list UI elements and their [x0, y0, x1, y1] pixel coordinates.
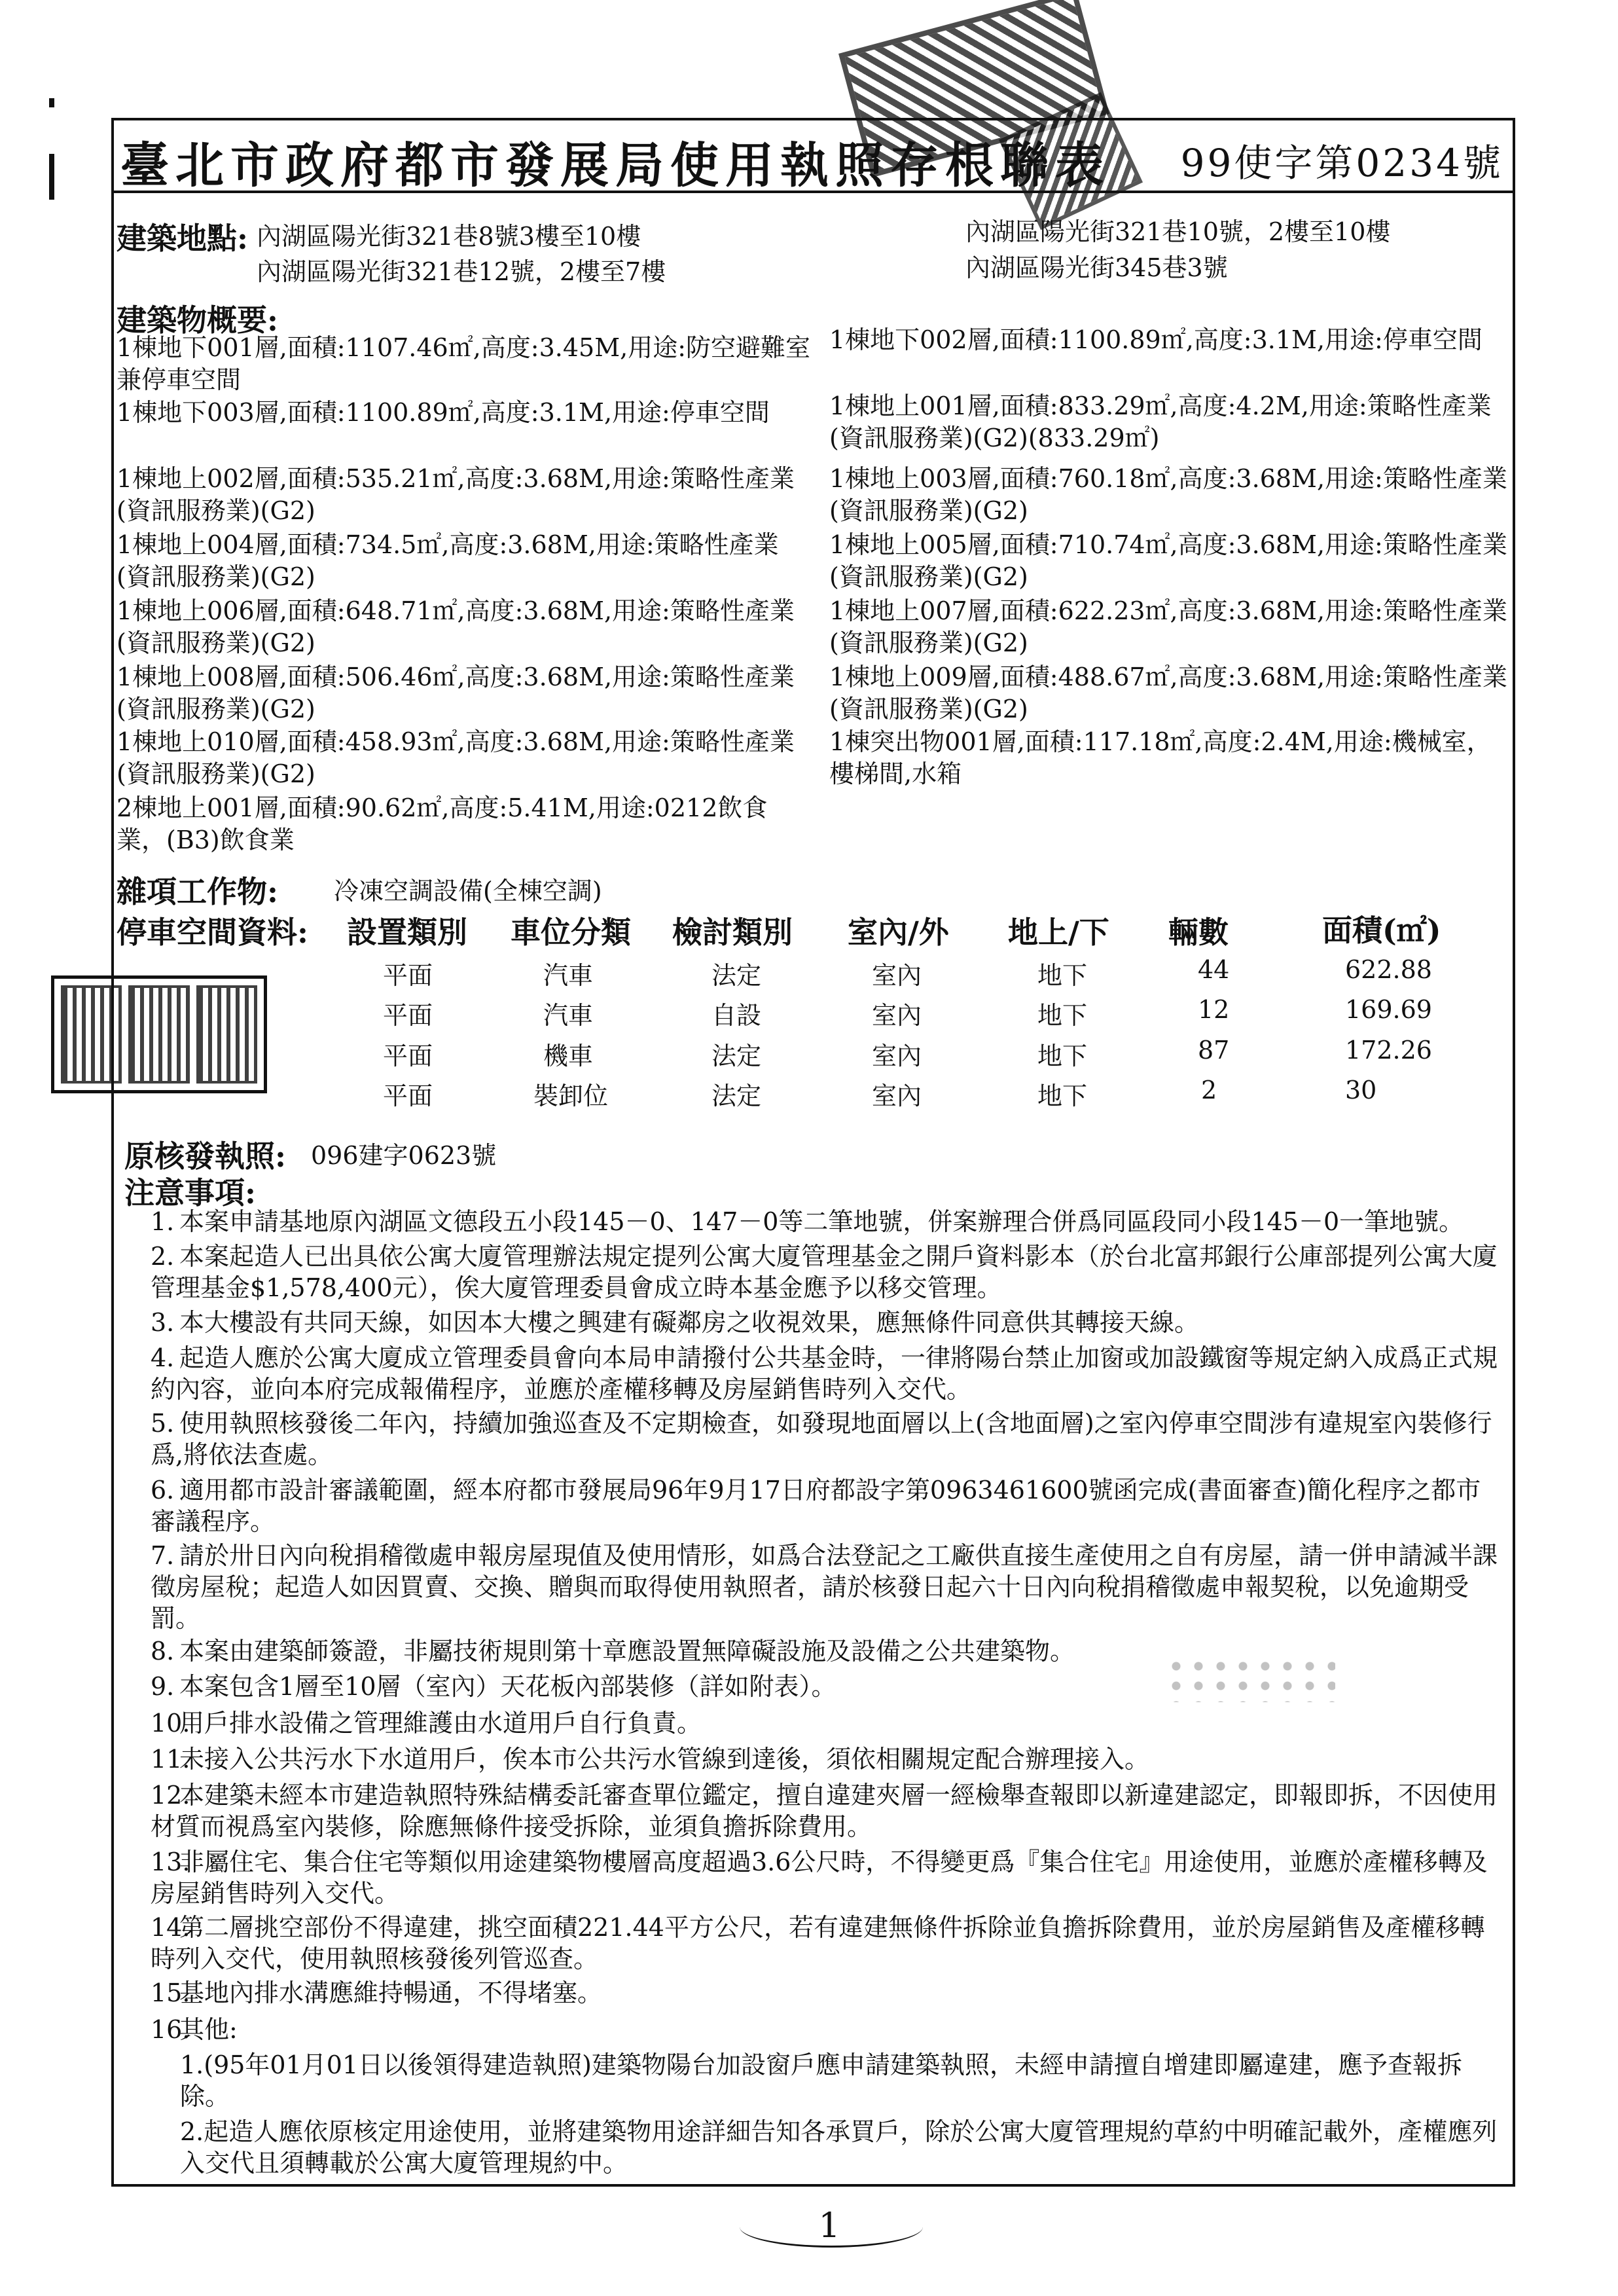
- note-item: [151, 1474, 1505, 1537]
- page-number-mark: 1: [740, 2206, 923, 2248]
- note-item: [151, 1779, 1505, 1842]
- note-number: 6.: [151, 1476, 175, 1504]
- parking-cell: 12: [1198, 995, 1230, 1024]
- note-number: 1.: [151, 1207, 175, 1236]
- notes-label: 注意事項:: [124, 1175, 256, 1211]
- parking-cell: 30: [1345, 1076, 1377, 1104]
- note-item: [151, 1206, 1505, 1237]
- site-address: 內湖區陽光街321巷8號3樓至10樓: [257, 222, 641, 251]
- note-number: 12.: [151, 1781, 190, 1810]
- note-text: 本建築未經本市建造執照特殊結構委託審查單位鑑定，擅自違建夾層一經檢舉查報即以新違建認定，即報即拆，不因使用材質而視爲室內裝修，除應無條件接受拆除，並須負擔拆除費用。: [151, 1781, 1498, 1841]
- note-text: 第二層挑空部份不得違建，挑空面積221.44平方公尺，若有違建無條件拆除並負擔拆除費用，並於房屋銷售及產權移轉時列入交代，使用執照核發後列管巡查。: [151, 1913, 1485, 1973]
- parking-cell: 室內: [872, 1082, 922, 1110]
- parking-cell: 87: [1198, 1036, 1230, 1065]
- note-item: [151, 1977, 1505, 2009]
- note-number: 2.: [151, 1242, 175, 1271]
- note-item: [151, 1846, 1505, 1909]
- permit-number: 99使字第0234號: [1180, 141, 1503, 185]
- note-number: 8.: [151, 1637, 175, 1666]
- parking-cell: 室內: [872, 961, 922, 990]
- parking-cell: 地下: [1037, 1042, 1088, 1070]
- building-floor-item: 1棟地上006層,面積:648.71㎡,高度:3.68M,用途:策略性產業(資訊服務業)(G2): [117, 596, 795, 657]
- title-row: [111, 118, 1515, 193]
- parking-cell: 622.88: [1345, 955, 1432, 984]
- building-floor-item: 1棟地上002層,面積:535.21㎡,高度:3.68M,用途:策略性產業(資訊服務業)(G2): [117, 464, 795, 525]
- building-floor-item: 1棟地下002層,面積:1100.89㎡,高度:3.1M,用途:停車空間: [829, 325, 1483, 354]
- building-floor-item: 1棟地上001層,面積:833.29㎡,高度:4.2M,用途:策略性產業(資訊服務業)(G2)(833.29㎡): [829, 392, 1492, 452]
- note-item: [151, 1342, 1505, 1405]
- note-number: 7.: [151, 1541, 175, 1570]
- note-number: 4.: [151, 1343, 175, 1372]
- parking-cell: 汽車: [543, 1001, 594, 1030]
- note-number: 11.: [151, 1745, 190, 1774]
- note-text: 未接入公共污水下水道用戶，俟本市公共污水管線到達後，須依相關規定配合辦理接入。: [179, 1745, 1150, 1774]
- parking-cell: 裝卸位: [533, 1082, 609, 1110]
- building-floor-item: 1棟地下001層,面積:1107.46㎡,高度:3.45M,用途:防空避難室兼停車空間: [117, 333, 811, 394]
- parking-header: 設置類別: [347, 915, 467, 950]
- parking-header: 面積(㎡): [1322, 913, 1441, 948]
- note-number: 14.: [151, 1913, 190, 1942]
- parking-cell: 室內: [872, 1001, 922, 1030]
- note-number: 13.: [151, 1848, 190, 1876]
- building-summary-label: 建築物概要:: [117, 302, 278, 338]
- note-text: 使用執照核發後二年內，持續加強巡查及不定期檢查，如發現地面層以上(含地面層)之室內停車空間涉有違規室內裝修行爲,將依法查處。: [151, 1409, 1492, 1469]
- note-text: 用戶排水設備之管理維護由水道用戶自行負責。: [179, 1709, 702, 1738]
- parking-header: 地上/下: [1008, 915, 1109, 950]
- site-address: 內湖區陽光街345巷3號: [965, 253, 1228, 282]
- original-permit-label: 原核發執照:: [124, 1139, 286, 1174]
- site-label: 建築地點:: [117, 221, 248, 256]
- parking-cell: 44: [1198, 955, 1230, 984]
- building-floor-item: 1棟地上008層,面積:506.46㎡,高度:3.68M,用途:策略性產業(資訊服務業)(G2): [117, 663, 795, 723]
- original-permit-value: 096建字0623號: [311, 1141, 497, 1170]
- note-text: 基地內排水溝應維持暢通，不得堵塞。: [179, 1978, 603, 2007]
- note-text: 本大樓設有共同天線，如因本大樓之興建有礙鄰房之收視效果，應無條件同意供其轉接天線。: [179, 1308, 1200, 1337]
- note-text: 本案由建築師簽證，非屬技術規則第十章應設置無障礙設施及設備之公共建築物。: [179, 1637, 1075, 1666]
- parking-header: 檢討類別: [672, 915, 793, 950]
- building-floor-item: 1棟地上005層,面積:710.74㎡,高度:3.68M,用途:策略性產業(資訊服務業)(G2): [829, 530, 1507, 591]
- note-item: [151, 1743, 1505, 1775]
- note-item: [151, 1707, 1505, 1739]
- parking-header: 輛數: [1168, 915, 1229, 950]
- note-number: 3.: [151, 1308, 175, 1337]
- building-floor-item: 1棟地上004層,面積:734.5㎡,高度:3.68M,用途:策略性產業(資訊服務業)(G2): [117, 530, 779, 591]
- building-floor-item: 1棟地上007層,面積:622.23㎡,高度:3.68M,用途:策略性產業(資訊服務業)(G2): [829, 596, 1507, 657]
- note-text: 起造人應於公寓大廈成立管理委員會向本局申請撥付公共基金時，一律將陽台禁止加窗或加設鐵窗等規定納入成爲正式規約內容，並向本府完成報備程序，並應於產權移轉及房屋銷售時列入交代。: [151, 1343, 1498, 1404]
- note-item: [151, 1671, 1505, 1702]
- note-text: 本案申請基地原內湖區文德段五小段145－0、147－0等二筆地號，併案辦理合併爲同區段同小段145－0一筆地號。: [179, 1207, 1464, 1236]
- document-title: 臺北市政府都市發展局使用執照存根聯表: [120, 137, 1110, 194]
- note-item: [151, 1540, 1505, 1634]
- misc-works-value: 冷凍空調設備(全棟空調): [334, 877, 602, 905]
- note-text: 本案包含1層至10層（室內）天花板內部裝修（詳如附表）。: [179, 1672, 836, 1701]
- parking-cell: 自設: [711, 1001, 762, 1030]
- parking-cell: 地下: [1037, 1001, 1088, 1030]
- note-text: 非屬住宅、集合住宅等類似用途建築物樓層高度超過3.6公尺時，不得變更爲『集合住宅』用途使用，並應於產權移轉及房屋銷售時列入交代。: [151, 1848, 1488, 1908]
- parking-cell: 平面: [383, 1082, 433, 1110]
- note-text: 本案起造人已出具依公寓大廈管理辦法規定提列公寓大廈管理基金之開戶資料影本（於台北富邦銀行公庫部提列公寓大廈管理基金$1,578,400元），俟大廈管理委員會成立時本基金應予以移交管理。: [151, 1242, 1498, 1302]
- misc-works-label: 雜項工作物:: [117, 874, 278, 909]
- note-item: [151, 2014, 1505, 2045]
- note-text: 其他:: [179, 2015, 238, 2044]
- building-floor-item: 1棟地下003層,面積:1100.89㎡,高度:3.1M,用途:停車空間: [117, 398, 770, 427]
- building-floor-item: 1棟地上009層,面積:488.67㎡,高度:3.68M,用途:策略性產業(資訊服務業)(G2): [829, 663, 1507, 723]
- note-item: [151, 1241, 1505, 1303]
- parking-header: 室內/外: [848, 915, 949, 950]
- building-floor-item: 1棟地上003層,面積:760.18㎡,高度:3.68M,用途:策略性產業(資訊服務業)(G2): [829, 464, 1507, 525]
- note-item: [151, 1912, 1505, 1975]
- note-number: 10.: [151, 1709, 190, 1738]
- parking-cell: 地下: [1037, 961, 1088, 990]
- building-floor-item: 1棟地上010層,面積:458.93㎡,高度:3.68M,用途:策略性產業(資訊服務業)(G2): [117, 727, 795, 788]
- note-number: 5.: [151, 1409, 175, 1438]
- parking-cell: 2: [1201, 1076, 1217, 1104]
- note-text: 適用都市設計審議範圍，經本府都市發展局96年9月17日府都設字第0963461600號函完成(書面審查)簡化程序之都市審議程序。: [151, 1476, 1481, 1536]
- note-number: 16.: [151, 2015, 190, 2044]
- margin-mark: [49, 154, 54, 200]
- note-sub-item: 1.(95年01月01日以後領得建造執照)建築物陽台加設窗戶應申請建築執照，未經申請擅自增建即屬違建，應予查報拆除。: [180, 2050, 1462, 2111]
- parking-header: 車位分類: [511, 915, 631, 950]
- building-floor-item: 1棟突出物001層,面積:117.18㎡,高度:2.4M,用途:機械室，樓梯間,水箱: [829, 727, 1492, 788]
- parking-cell: 地下: [1037, 1082, 1088, 1110]
- note-number: 9.: [151, 1672, 175, 1701]
- note-item: [151, 1307, 1505, 1338]
- note-sub-item: 2.起造人應依原核定用途使用，並將建築物用途詳細告知各承買戶，除於公寓大廈管理規約草約中明確記載外，產權應列入交代且須轉載於公寓大廈管理規約中。: [180, 2117, 1498, 2178]
- parking-cell: 機車: [543, 1042, 594, 1070]
- parking-cell: 法定: [711, 1082, 762, 1110]
- parking-cell: 法定: [711, 1042, 762, 1070]
- note-text: 請於卅日內向稅捐稽徵處申報房屋現值及使用情形，如爲合法登記之工廠供直接生產使用之自有房屋，請一併申請減半課徵房屋稅；起造人如因買賣、交換、贈與而取得使用執照者，請於核發日起六十日內向稅捐稽徵處申報契稅，以免逾期受罰。: [151, 1541, 1498, 1633]
- note-item: [151, 1408, 1505, 1470]
- note-item: [151, 1635, 1505, 1667]
- parking-cell: 法定: [711, 961, 762, 990]
- site-address: 內湖區陽光街321巷12號，2樓至7樓: [257, 257, 666, 286]
- note-number: 15.: [151, 1978, 190, 2007]
- margin-mark: [49, 98, 54, 107]
- parking-cell: 平面: [383, 1001, 433, 1030]
- parking-cell: 室內: [872, 1042, 922, 1070]
- building-floor-item: 2棟地上001層,面積:90.62㎡,高度:5.41M,用途:0212飲食業，(B3)飲食業: [117, 793, 768, 854]
- parking-cell: 169.69: [1345, 995, 1432, 1024]
- parking-cell: 172.26: [1345, 1036, 1432, 1065]
- parking-cell: 汽車: [543, 961, 594, 990]
- parking-cell: 平面: [383, 961, 433, 990]
- parking-cell: 平面: [383, 1042, 433, 1070]
- parking-label: 停車空間資料:: [117, 915, 308, 950]
- site-address: 內湖區陽光街321巷10號，2樓至10樓: [965, 217, 1391, 246]
